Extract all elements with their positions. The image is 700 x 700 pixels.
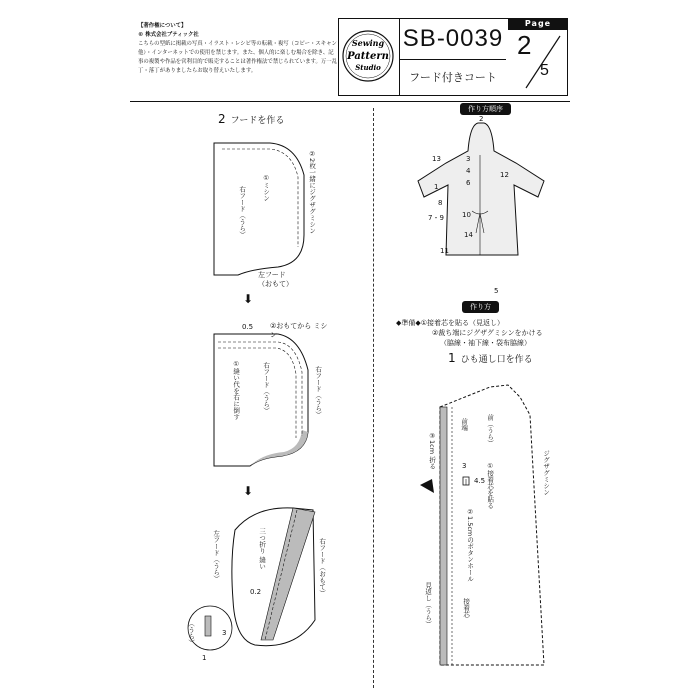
prep-line-1: ◆準備◆①接着芯を貼る（見返し）: [396, 319, 505, 327]
fig-dim-45: 4.5: [474, 477, 486, 485]
step2-number: 2: [218, 112, 226, 126]
arrow-down-icon: ⬇: [243, 484, 254, 498]
fig-front-edge: 前端: [460, 418, 469, 431]
fig-zigzag: ジグザグミシン: [542, 450, 551, 496]
fig3-detail-1: 1: [202, 654, 207, 662]
order-num: 12: [500, 171, 509, 179]
step1-text: ひも通し口を作る: [460, 355, 533, 365]
step2-heading: [218, 112, 284, 126]
header-rule: [130, 101, 570, 102]
order-num: 4: [466, 167, 471, 175]
order-num: 7・9: [428, 214, 444, 222]
fig3-left-hood: 左フード（うら）: [212, 530, 221, 582]
order-num: 11: [440, 247, 449, 255]
step1-number: 1: [448, 351, 456, 365]
fig-fold-note: ③1cm 折る: [428, 432, 437, 470]
page-label: Page: [508, 18, 568, 30]
order-num: 5: [494, 287, 499, 295]
notice-copyright: © 株式会社ブティック社: [138, 32, 199, 38]
fig-facing: 見返し（うら）: [424, 582, 433, 628]
fig-buttonhole-note: ②1.5cmのボタンホール: [466, 508, 475, 582]
order-numbers: [410, 115, 560, 295]
fig1-zigzag-note: ②2枚一緒にジグザグミシン: [308, 150, 317, 234]
order-num: 13: [432, 155, 441, 163]
page-total: 5: [540, 62, 549, 79]
fig1-right-hood: 右フード（うら）: [238, 186, 247, 238]
copyright-notice: [138, 22, 338, 76]
notice-title: 【著作権について】: [138, 23, 187, 29]
order-num: 10: [462, 211, 471, 219]
front-bodice-figure: [410, 375, 560, 680]
page-number: 2: [517, 30, 532, 60]
fig3-detail-3: 3: [222, 629, 227, 637]
notice-body: こちらの型紙に掲載の写真・イラスト・レシピ等の転載・複写（コピー・スキャン他）・インターネットでの使用を禁じます。また、個人的に楽しむ場合を除き、記事の複製や作品を営利目的で販売することは著作権法で禁じられています。万一乱丁・落丁がありましたらお取り替えいたします。: [138, 41, 338, 74]
fig2-right-hood-2: 右フード（うら）: [314, 366, 323, 418]
fig-interfacing-2: 接着芯: [462, 598, 471, 618]
fig2-right-hood: 右フード（うら）: [262, 362, 271, 414]
fig-front-ura: 前（うら）: [486, 414, 495, 447]
fig2-topstitch-note: ②おもてから ミシン: [270, 322, 328, 339]
step1-heading: [448, 351, 533, 365]
fig1-left-hood: 左フード（おもて）: [258, 271, 293, 288]
order-num: 8: [438, 199, 443, 207]
logo-line1: Sewing: [351, 38, 385, 48]
studio-logo: [338, 18, 400, 96]
fig3-detail-ura: （うら）: [187, 620, 196, 646]
fig-interfacing-note: ①接着芯を貼る: [486, 462, 495, 509]
fig3-right-hood: 右フード（おもて）: [318, 538, 327, 597]
pattern-code: SB-0039: [400, 18, 506, 60]
arrow-down-icon: ⬇: [243, 292, 254, 306]
hood-figure-2: [200, 320, 350, 480]
fig2-press-note: ①縫い代を右に倒す: [232, 360, 241, 420]
column-divider: [373, 108, 374, 688]
fig2-dim: 0.5: [242, 323, 254, 331]
order-num: 2: [479, 115, 484, 123]
order-num: 3: [466, 155, 471, 163]
fig3-dim: 0.2: [250, 588, 262, 596]
order-num: 6: [466, 179, 471, 187]
order-num: 14: [464, 231, 473, 239]
logo-line2: Pattern: [347, 51, 389, 62]
fig1-sewing-note: ①ミシン: [262, 174, 271, 202]
how-to-badge: 作り方: [462, 301, 499, 313]
fig3-fold-note: 三つ折り 縫い: [258, 528, 267, 570]
prep-line-3: （脇線・袖下線・袋布脇線）: [440, 339, 531, 347]
order-badge: 作り方順序: [460, 103, 511, 115]
prep-line-2: ②裁ち端にジグザグミシンをかける: [432, 329, 543, 337]
step2-text: フードを作る: [230, 116, 285, 126]
fig-dim-3: 3: [462, 462, 467, 470]
pattern-title: フード付きコート: [409, 71, 497, 84]
logo-line3: Studio: [355, 63, 381, 72]
order-num: 1: [434, 183, 439, 191]
